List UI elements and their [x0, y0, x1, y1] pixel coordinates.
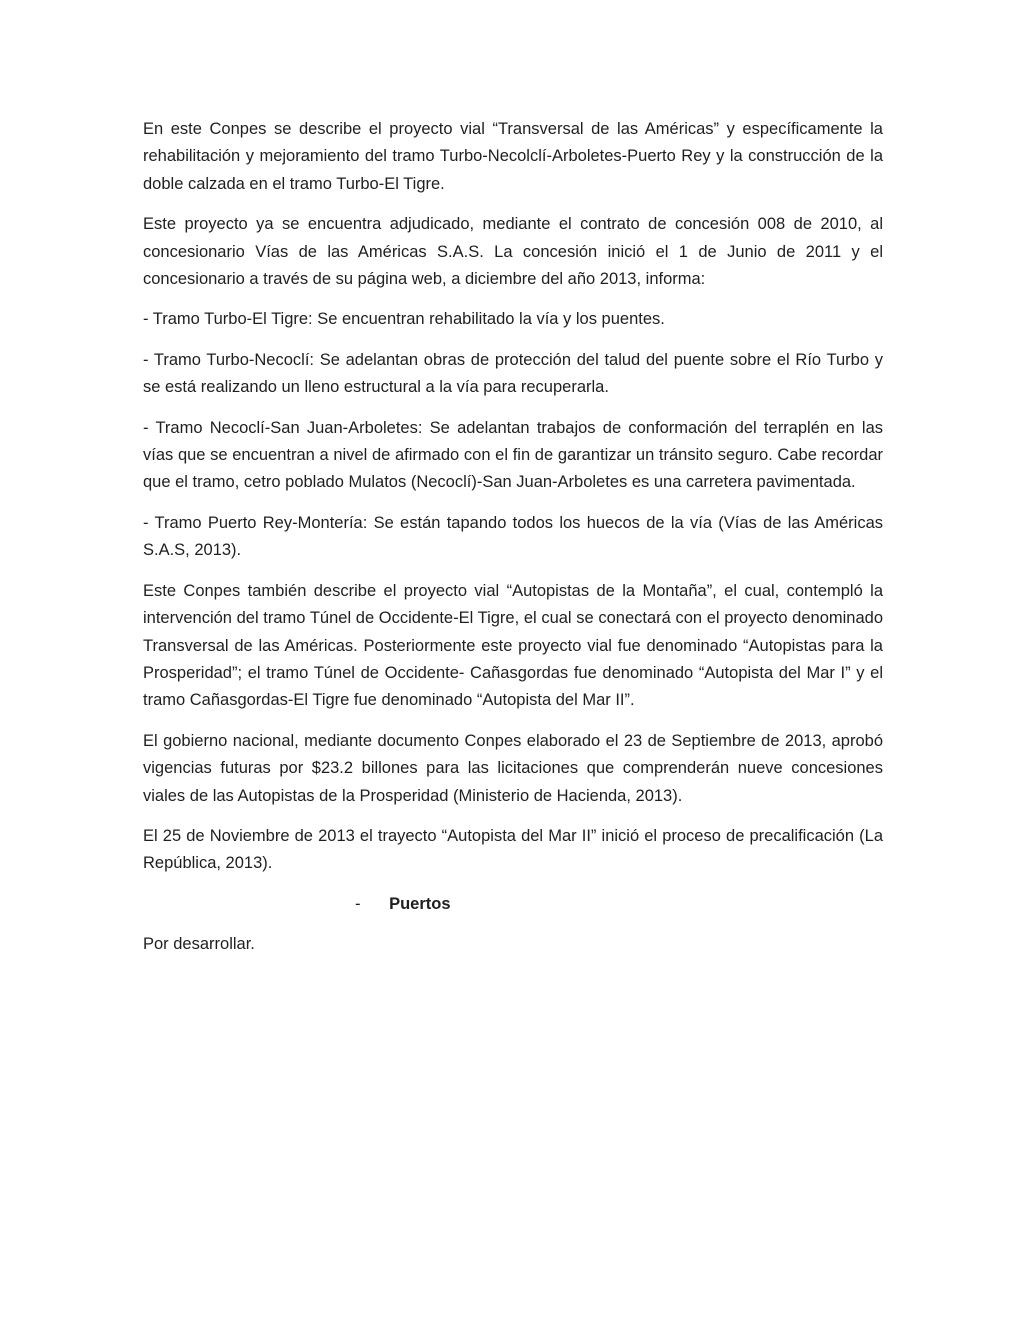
paragraph-autopistas-montana: Este Conpes también describe el proyecto vial “Autopistas de la Montaña”, el cual, contempló la intervención del tramo Túnel de Occidente-El Tigre, el cual se conectará con el proyecto denominado Transversal de las Américas. Posteriormente este proyecto vial fue denominado “Autopistas para la Prosperidad”; el tramo Túnel de Occidente- Cañasgordas fue denominado “Autopista del Mar I” y el tramo Cañasgordas-El Tigre fue denominado “Autopista del Mar II”.	[143, 581, 883, 710]
document-page	[143, 116, 883, 959]
list-item-puertos	[355, 891, 883, 918]
paragraph-proyecto-adjudicado: Este proyecto ya se encuentra adjudicado, mediante el contrato de concesión 008 de 2010, al concesionario Vías de las Américas S.A.S. La concesión inició el 1 de Junio de 2011 y el concesionario a través de su página web, a diciembre del año 2013, informa:	[143, 215, 883, 289]
list-item-label-puertos: Puertos	[389, 894, 451, 913]
list-dash-marker: -	[355, 894, 361, 913]
paragraph-tramo-puerto-rey-monteria: - Tramo Puerto Rey-Montería: Se están tapando todos los huecos de la vía (Vías de las Américas S.A.S, 2013).	[143, 513, 883, 560]
paragraph-precalificacion: El 25 de Noviembre de 2013 el trayecto “Autopista del Mar II” inició el proceso de precalificación (La República, 2013).	[143, 826, 883, 873]
paragraph-gobierno-vigencias: El gobierno nacional, mediante documento Conpes elaborado el 23 de Septiembre de 2013, aprobó vigencias futuras por $23.2 billones para las licitaciones que comprenderán nueve concesiones viales de las Autopistas de la Prosperidad (Ministerio de Hacienda, 2013).	[143, 731, 883, 805]
paragraph-tramo-necocli-san-juan: - Tramo Necoclí-San Juan-Arboletes: Se adelantan trabajos de conformación del terraplén en las vías que se encuentran a nivel de afirmado con el fin de garantizar un tránsito seguro. Cabe recordar que el tramo, cetro poblado Mulatos (Necoclí)-San Juan-Arboletes es una carretera pavimentada.	[143, 418, 883, 492]
paragraph-tramo-turbo-el-tigre: - Tramo Turbo-El Tigre: Se encuentran rehabilitado la vía y los puentes.	[143, 310, 665, 329]
paragraph-conpes-transversal: En este Conpes se describe el proyecto vial “Transversal de las Américas” y específicamente la rehabilitación y mejoramiento del tramo Turbo-Necolclí-Arboletes-Puerto Rey y la construcción de la doble calzada en el tramo Turbo-El Tigre.	[143, 120, 883, 193]
paragraph-tramo-turbo-necocli: - Tramo Turbo-Necoclí: Se adelantan obras de protección del talud del puente sobre el Río Turbo y se está realizando un lleno estructural a la vía para recuperarla.	[143, 350, 883, 397]
paragraph-por-desarrollar: Por desarrollar.	[143, 935, 255, 954]
